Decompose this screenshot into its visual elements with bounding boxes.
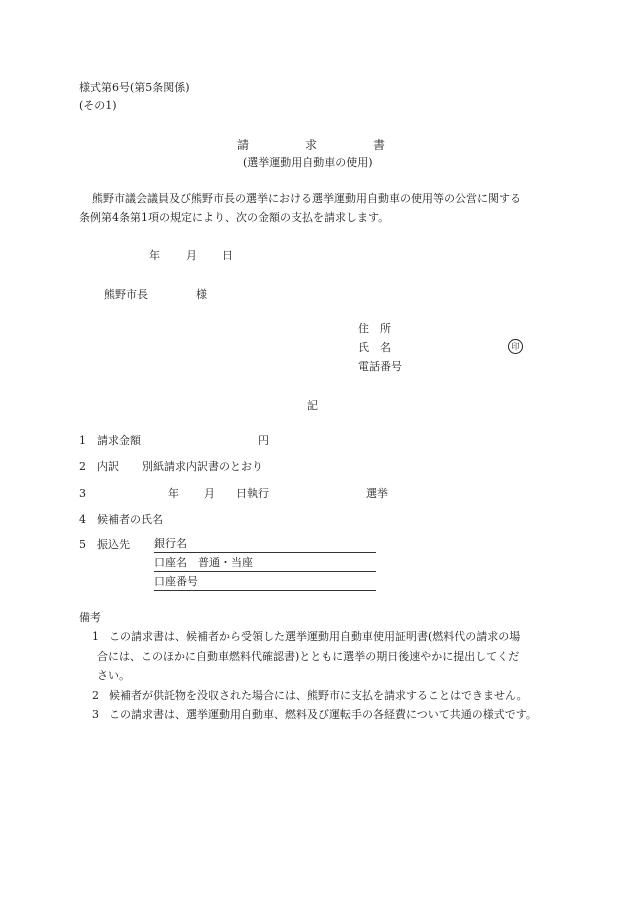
title-char-3: 書: [373, 138, 386, 152]
note-1-line-1: この請求書は、候補者から受領した選挙運動用自動車使用証明書(燃料代の請求の場: [109, 630, 521, 643]
bank-name-field: [154, 536, 376, 553]
date-year-label: 年: [149, 249, 160, 262]
item-4-label: 候補者の氏名: [97, 513, 163, 526]
account-type-label: 口座名 普通・当座: [154, 556, 253, 569]
note-3-number: 3: [92, 708, 99, 721]
note-2-number: 2: [92, 689, 99, 702]
form-sub-number: (その1): [79, 99, 117, 112]
note-1-line-3: さい。: [97, 669, 130, 682]
item-3-number: 3: [79, 487, 86, 500]
item-2-number: 2: [79, 460, 86, 473]
item-1-unit: 円: [258, 434, 269, 447]
addressee-honorific: 様: [196, 288, 207, 301]
item-1-label: 請求金額: [97, 434, 141, 447]
item-5-number: 5: [79, 538, 86, 551]
ki-label: 記: [307, 399, 318, 412]
item-1-number: 1: [79, 434, 86, 447]
account-number-field: [154, 574, 376, 591]
date-day-label: 日: [222, 249, 233, 262]
seal-mark: [508, 339, 523, 354]
intro-line-1: 熊野市議会議員及び熊野市長の選挙における選挙運動用自動車の使用等の公営に関する: [92, 192, 521, 205]
notes-heading: 備考: [79, 611, 101, 624]
title-subtitle: (選挙運動用自動車の使用): [243, 156, 373, 169]
date-month-label: 月: [186, 249, 197, 262]
seal-char: 印: [511, 342, 520, 351]
item-5-label: 振込先: [97, 538, 130, 551]
note-2-text: 候補者が供託物を没収された場合には、熊野市に支払を請求することはできません。: [109, 689, 528, 702]
name-label: 氏 名: [358, 341, 391, 354]
item-2-label: 内訳: [97, 460, 119, 473]
form-number: 様式第6号(第5条関係): [79, 81, 190, 94]
item-3-month: 月: [204, 487, 215, 500]
addressee-name: 熊野市長: [104, 288, 148, 301]
item-3-election: 選挙: [366, 487, 388, 500]
note-3-text: この請求書は、選挙運動用自動車、燃料及び運転手の各経費について共通の様式です。: [109, 708, 537, 721]
item-4-number: 4: [79, 513, 86, 526]
account-number-label: 口座番号: [154, 575, 198, 588]
note-1-line-2: 合には、このほかに自動車燃料代確認書)とともに選挙の期日後速やかに提出してくだ: [97, 650, 520, 663]
address-label: 住 所: [358, 322, 391, 335]
item-2-value: 別紙請求内訳書のとおり: [142, 460, 263, 473]
title-char-1: 請: [237, 138, 250, 152]
phone-label: 電話番号: [358, 360, 402, 373]
bank-name-label: 銀行名: [154, 537, 187, 550]
title-char-2: 求: [305, 138, 318, 152]
note-1-number: 1: [92, 630, 99, 643]
item-3-day: 日執行: [236, 487, 269, 500]
item-3-year: 年: [168, 487, 179, 500]
account-type-field: [154, 555, 376, 572]
intro-line-2: 条例第4条第1項の規定により、次の金額の支払を請求します。: [79, 211, 390, 224]
